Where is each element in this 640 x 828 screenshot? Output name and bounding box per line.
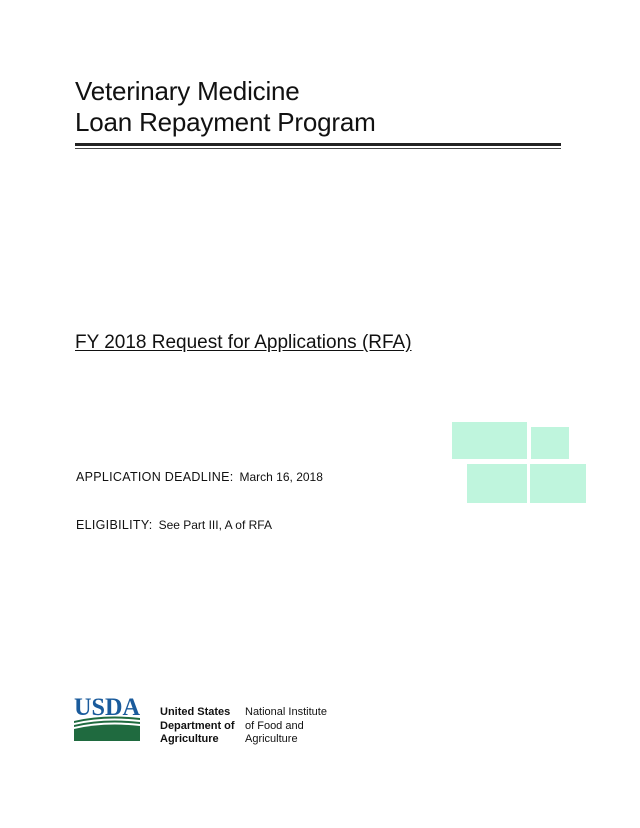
usda-logo-field bbox=[74, 725, 140, 741]
highlight-block bbox=[452, 422, 527, 459]
title-line-1: Veterinary Medicine bbox=[75, 76, 300, 106]
eligibility-label: ELIGIBILITY: bbox=[76, 518, 153, 532]
title-divider-thick bbox=[75, 143, 561, 146]
title-divider-thin bbox=[75, 148, 561, 149]
deadline-label: APPLICATION DEADLINE: bbox=[76, 470, 234, 484]
institute-name bbox=[245, 706, 327, 747]
usda-logo-text: USDA bbox=[74, 694, 140, 721]
highlight-block bbox=[467, 464, 527, 503]
title-line-2: Loan Repayment Program bbox=[75, 107, 376, 137]
application-deadline bbox=[76, 469, 323, 485]
deadline-value: March 16, 2018 bbox=[239, 470, 323, 484]
eligibility bbox=[76, 517, 272, 533]
highlight-block bbox=[530, 464, 586, 503]
rfa-heading: FY 2018 Request for Applications (RFA) bbox=[75, 332, 412, 353]
institute-line-3: Agriculture bbox=[245, 733, 298, 745]
agency-line-3: Agriculture bbox=[160, 733, 219, 745]
institute-line-1: National Institute bbox=[245, 706, 327, 718]
agency-name bbox=[160, 706, 235, 747]
institute-line-2: of Food and bbox=[245, 719, 304, 732]
usda-logo bbox=[74, 694, 144, 742]
highlight-block bbox=[531, 427, 569, 459]
eligibility-value: See Part III, A of RFA bbox=[158, 518, 272, 532]
document-title bbox=[75, 76, 376, 138]
agency-line-1: United States bbox=[160, 706, 231, 718]
agency-line-2: Department of bbox=[160, 719, 235, 732]
